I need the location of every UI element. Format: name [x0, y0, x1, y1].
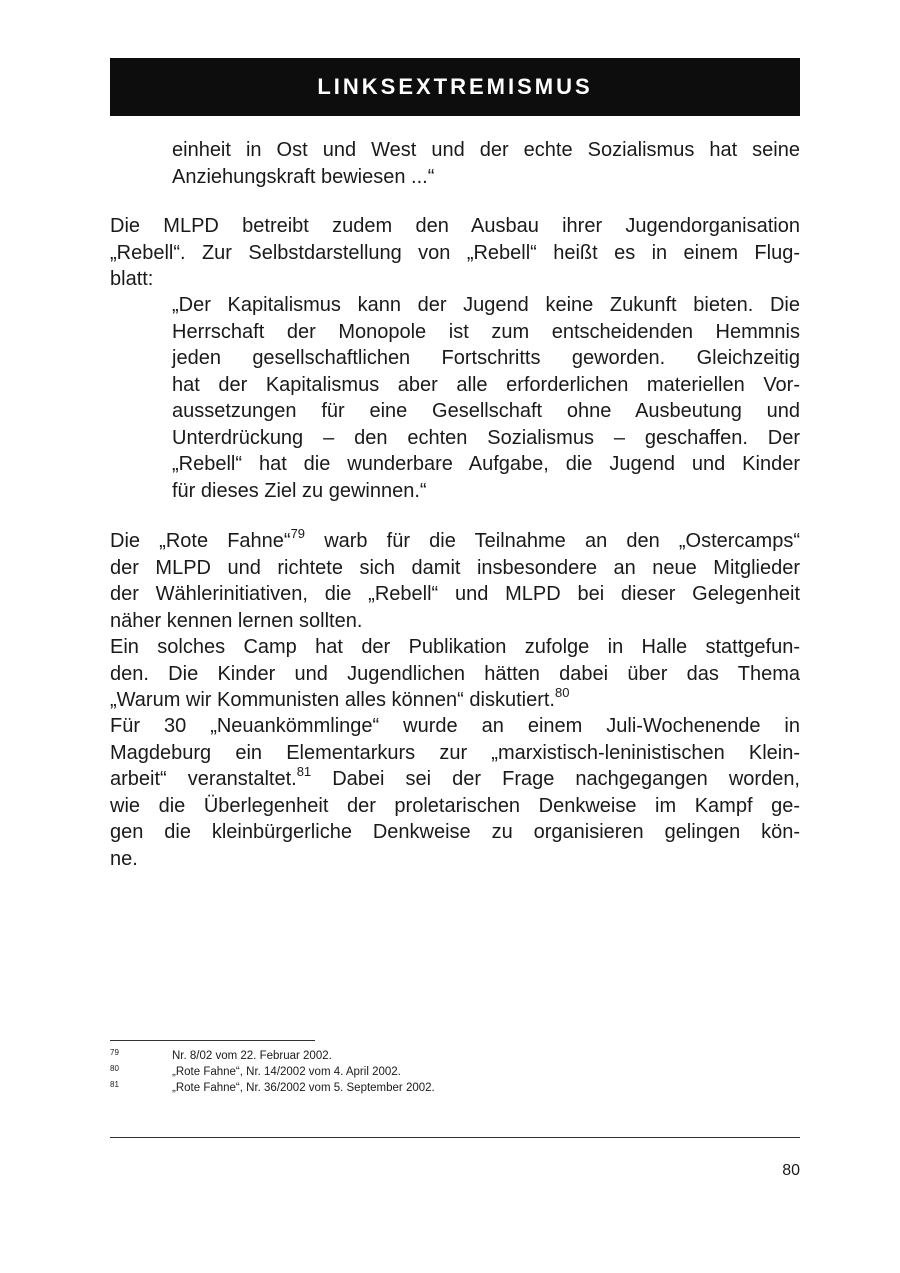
text-line: gen die kleinbürgerliche Denkweise zu organisieren gelingen kön- — [110, 821, 800, 843]
footnote-text: „Rote Fahne“, Nr. 14/2002 vom 4. April 2002. — [172, 1066, 401, 1078]
text-line: jeden gesellschaftlichen Fortschritts geworden. Gleichzeitig — [172, 347, 800, 369]
footnotes — [110, 1048, 610, 1096]
text-line: der MLPD und richtete sich damit insbesondere an neue Mitglieder — [110, 556, 800, 579]
paragraph-ostercamps — [110, 528, 800, 634]
paragraph-magdeburg-course — [110, 713, 800, 872]
text-fragment: „Warum wir Kommunisten alles können“ diskutiert. — [110, 689, 555, 711]
text-line: „Der Kapitalismus kann der Jugend keine Zukunft bieten. Die — [172, 294, 800, 316]
footnote-number: 80 — [110, 1064, 119, 1073]
text-fragment: Die „Rote Fahne“ — [110, 530, 291, 552]
text-fragment: warb für die Teilnahme an den „Ostercamps“ — [305, 530, 800, 552]
footnote-text: Nr. 8/02 vom 22. Februar 2002. — [172, 1050, 332, 1062]
text-line: der Wählerinitiativen, die „Rebell“ und MLPD bei dieser Gelegenheit — [110, 583, 800, 605]
text-line: aussetzungen für eine Gesellschaft ohne Ausbeutung und — [172, 400, 800, 422]
running-header — [110, 58, 800, 116]
text-line: Unterdrückung – den echten Sozialismus – geschaffen. Der — [172, 426, 800, 449]
header-title: LINKSEXTREMISMUS — [317, 74, 593, 99]
paragraph-halle-camp — [110, 634, 800, 714]
footnote-81 — [110, 1080, 610, 1096]
page-number: 80 — [782, 1162, 800, 1179]
quote-flugblatt — [172, 292, 800, 504]
footnote-ref-79: 79 — [290, 526, 306, 541]
footnote-79 — [110, 1048, 610, 1064]
text-line: Ein solches Camp hat der Publikation zufolge in Halle stattgefun- — [110, 636, 800, 658]
footnote-number: 81 — [110, 1080, 119, 1089]
text-fragment: arbeit“ veranstaltet. — [110, 768, 297, 790]
text-line: für dieses Ziel zu gewinnen.“ — [172, 479, 427, 502]
footnote-ref-81: 81 — [296, 764, 312, 779]
page-bottom-rule — [110, 1137, 800, 1138]
paragraph-rebell-intro — [110, 213, 800, 293]
footnote-separator — [110, 1040, 315, 1041]
text-line: wie die Überlegenheit der proletarischen Denkweise im Kampf ge- — [110, 794, 800, 817]
quote-continuation — [172, 137, 800, 190]
text-line — [110, 766, 800, 793]
text-line: Magdeburg ein Elementarkurs zur „marxistisch-leninistischen Klein- — [110, 741, 800, 764]
footnote-number: 79 — [110, 1048, 119, 1057]
text-line: blatt: — [110, 268, 154, 290]
text-line: Herrschaft der Monopole ist zum entscheidenden Hemmnis — [172, 320, 800, 343]
footnote-text: „Rote Fahne“, Nr. 36/2002 vom 5. September 2002. — [172, 1082, 435, 1094]
text-line: „Rebell“. Zur Selbstdarstellung von „Rebell“ heißt es in einem Flug- — [110, 241, 800, 264]
text-line: ne. — [110, 847, 138, 870]
text-fragment: Dabei sei der Frage nachgegangen worden, — [311, 768, 800, 790]
text-line — [110, 687, 800, 714]
text-line: hat der Kapitalismus aber alle erforderlichen materiellen Vor- — [172, 373, 800, 396]
text-line: einheit in Ost und West und der echte Sozialismus hat seine — [172, 139, 800, 161]
text-line — [110, 528, 800, 555]
text-line: näher kennen lernen sollten. — [110, 609, 363, 632]
text-line: den. Die Kinder und Jugendlichen hätten dabei über das Thema — [110, 662, 800, 685]
footnote-ref-80: 80 — [554, 685, 570, 700]
text-line: Für 30 „Neuankömmlinge“ wurde an einem Juli-Wochenende in — [110, 715, 800, 737]
footnote-80 — [110, 1064, 610, 1080]
text-line: Die MLPD betreibt zudem den Ausbau ihrer Jugendorganisation — [110, 215, 800, 237]
text-line: „Rebell“ hat die wunderbare Aufgabe, die Jugend und Kinder — [172, 453, 800, 475]
text-line: Anziehungskraft bewiesen ...“ — [172, 165, 435, 188]
